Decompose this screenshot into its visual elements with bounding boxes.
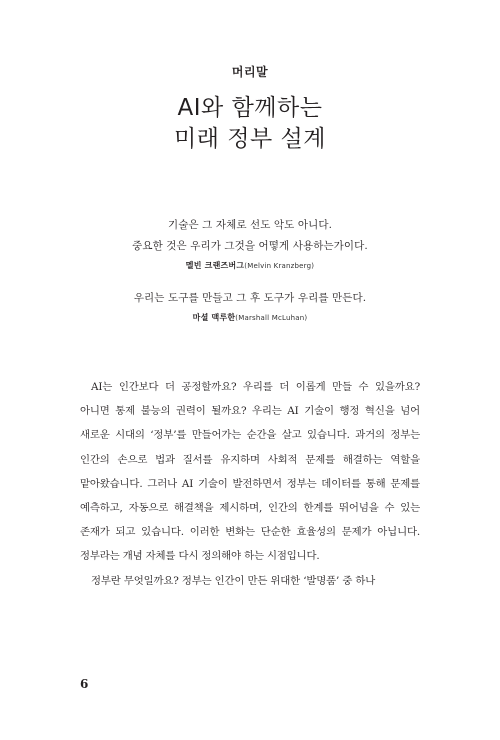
body-text <box>80 375 420 593</box>
epigraph-author-name: 마셜 맥루한 <box>192 313 236 322</box>
epigraph-line: 우리는 도구를 만들고 그 후 도구가 우리를 만든다. <box>133 292 367 304</box>
epigraph-author <box>0 260 500 271</box>
epigraph-line: 중요한 것은 우리가 그것을 어떻게 사용하는가이다. <box>132 240 368 252</box>
epigraph-author <box>0 312 500 323</box>
epigraph-author-name: 멜빈 크랜즈버그 <box>185 261 245 270</box>
epigraph-kranzberg <box>0 215 500 271</box>
epigraph-author-original: (Melvin Kranzberg) <box>244 262 315 270</box>
epigraph-mcluhan <box>0 288 500 323</box>
page-number: 6 <box>80 677 89 691</box>
chapter-title-line-1: AI와 함께하는 <box>177 95 323 121</box>
epigraph-line: 기술은 그 자체로 선도 악도 아니다. <box>167 219 333 231</box>
chapter-title <box>0 93 500 155</box>
section-label: 머리말 <box>231 65 269 79</box>
epigraph-author-original: (Marshall McLuhan) <box>235 314 308 322</box>
body-paragraph: AI는 인간보다 더 공정할까요? 우리를 더 이롭게 만들 수 있을까요? 아니면 통제 불능의 권력이 될까요? 우리는 AI 기술이 행정 혁신을 넘어 새로운 시대의 ‘정부’를 만들어가는 순간을 살고 있습니다. 과거의 정부는 인간의 손으로 법과 질서를 유지하며 사회적 문제를 해결하는 역할을 맡아왔습니다. 그러나 AI 기술이 발전하면서 정부는 데이터를 통해 문제를 예측하고, 자동으로 해결책을 제시하며, 인간의 한계를 뛰어넘을 수 있는 존재가 되고 있습니다. 이러한 변화는 단순한 효율성의 문제가 아닙니다. 정부라는 개념 자체를 다시 정의해야 하는 시점입니다. <box>80 381 420 563</box>
chapter-title-line-2: 미래 정부 설계 <box>174 126 326 152</box>
body-paragraph: 정부란 무엇일까요? 정부는 인간이 만든 위대한 ‘발명품’ 중 하나 <box>91 574 376 587</box>
